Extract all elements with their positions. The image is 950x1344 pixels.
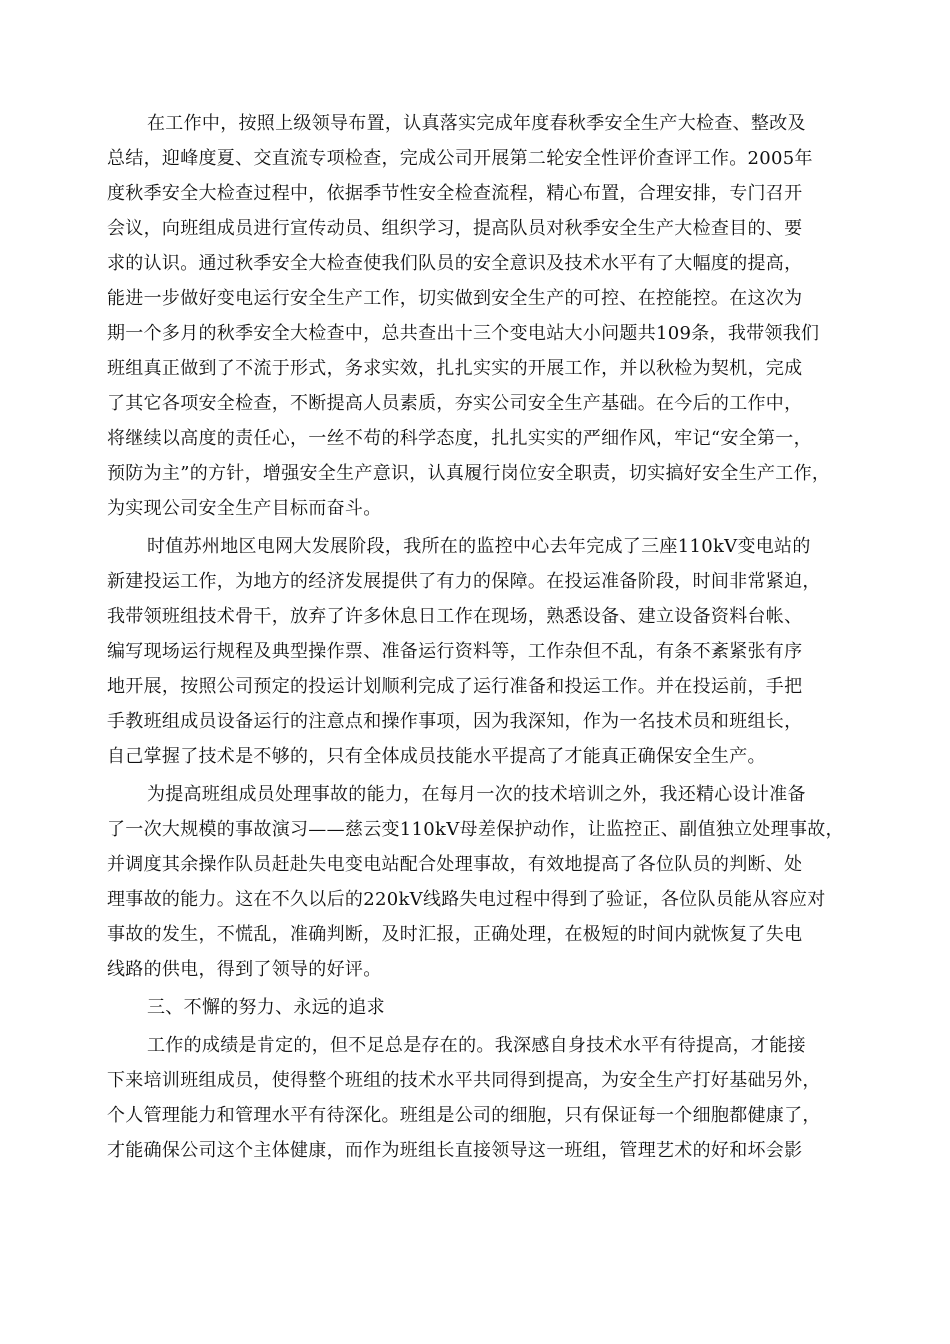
paragraph-line: 事故的发生，不慌乱，准确判断，及时汇报，正确处理，在极短的时间内就恢复了失电 — [107, 924, 803, 945]
paragraph-line: 线路的供电，得到了领导的好评。 — [107, 959, 382, 980]
paragraph-line: 度秋季安全大检查过程中，依据季节性安全检查流程，精心布置，合理安排，专门召开 — [107, 183, 803, 204]
paragraph-line: 地开展，按照公司预定的投运计划顺利完成了运行准备和投运工作。并在投运前，手把 — [107, 676, 803, 697]
paragraph-line: 期一个多月的秋季安全大检查中，总共查出十三个变电站大小问题共109条，我带领我们 — [107, 323, 820, 344]
paragraph-line: 了其它各项安全检查，不断提高人员素质，夯实公司安全生产基础。在今后的工作中， — [107, 393, 803, 414]
paragraph-line: 我带领班组技术骨干，放弃了许多休息日工作在现场，熟悉设备、建立设备资料台帐、 — [107, 606, 803, 627]
paragraph-line: 将继续以高度的责任心，一丝不苟的科学态度，扎扎实实的严细作风，牢记“安全第一， — [107, 428, 812, 449]
paragraph-line: 下来培训班组成员，使得整个班组的技术水平共同得到提高，为安全生产打好基础另外， — [107, 1070, 821, 1091]
paragraph-line: 会议，向班组成员进行宣传动员、组织学习，提高队员对秋季安全生产大检查目的、要 — [107, 218, 803, 239]
paragraph-line: 工作的成绩是肯定的，但不足总是存在的。我深感自身技术水平有待提高，才能接 — [147, 1035, 806, 1056]
paragraph-line: 并调度其余操作队员赶赴失电变电站配合处理事故，有效地提高了各位队员的判断、处 — [107, 854, 803, 875]
paragraph-line: 为提高班组成员处理事故的能力，在每月一次的技术培训之外，我还精心设计准备 — [147, 784, 806, 805]
paragraph-line: 能进一步做好变电运行安全生产工作，切实做到安全生产的可控、在控能控。在这次为 — [107, 288, 803, 309]
paragraph-line: 总结，迎峰度夏、交直流专项检查，完成公司开展第二轮安全性评价查评工作。2005年 — [107, 148, 813, 169]
paragraph-line: 求的认识。通过秋季安全大检查使我们队员的安全意识及技术水平有了大幅度的提高， — [107, 253, 803, 274]
paragraph-line: 预防为主”的方针，增强安全生产意识，认真履行岗位安全职责，切实搞好安全生产工作， — [107, 463, 831, 484]
paragraph-line: 个人管理能力和管理水平有待深化。班组是公司的细胞，只有保证每一个细胞都健康了， — [107, 1105, 821, 1126]
paragraph-line: 了一次大规模的事故演习——慈云变110kV母差保护动作，让监控正、副值独立处理事故， — [107, 819, 844, 840]
paragraph-line: 新建投运工作，为地方的经济发展提供了有力的保障。在投运准备阶段，时间非常紧迫， — [107, 571, 821, 592]
section-heading: 三、不懈的努力、永远的追求 — [147, 997, 385, 1018]
paragraph-line: 才能确保公司这个主体健康，而作为班组长直接领导这一班组，管理艺术的好和坏会影 — [107, 1140, 803, 1161]
paragraph-line: 自己掌握了技术是不够的，只有全体成员技能水平提高了才能真正确保安全生产。 — [107, 746, 766, 767]
paragraph-line: 班组真正做到了不流于形式，务求实效，扎扎实实的开展工作，并以秋检为契机，完成 — [107, 358, 803, 379]
paragraph-line: 理事故的能力。这在不久以后的220kV线路失电过程中得到了验证，各位队员能从容应对 — [107, 889, 826, 910]
paragraph-line: 在工作中，按照上级领导布置，认真落实完成年度春秋季安全生产大检查、整改及 — [147, 113, 806, 134]
paragraph-line: 时值苏州地区电网大发展阶段，我所在的监控中心去年完成了三座110kV变电站的 — [147, 536, 811, 557]
paragraph-line: 为实现公司安全生产目标而奋斗。 — [107, 498, 382, 519]
paragraph-line: 手教班组成员设备运行的注意点和操作事项，因为我深知，作为一名技术员和班组长， — [107, 711, 803, 732]
paragraph-line: 编写现场运行规程及典型操作票、准备运行资料等，工作杂但不乱，有条不紊紧张有序 — [107, 641, 803, 662]
